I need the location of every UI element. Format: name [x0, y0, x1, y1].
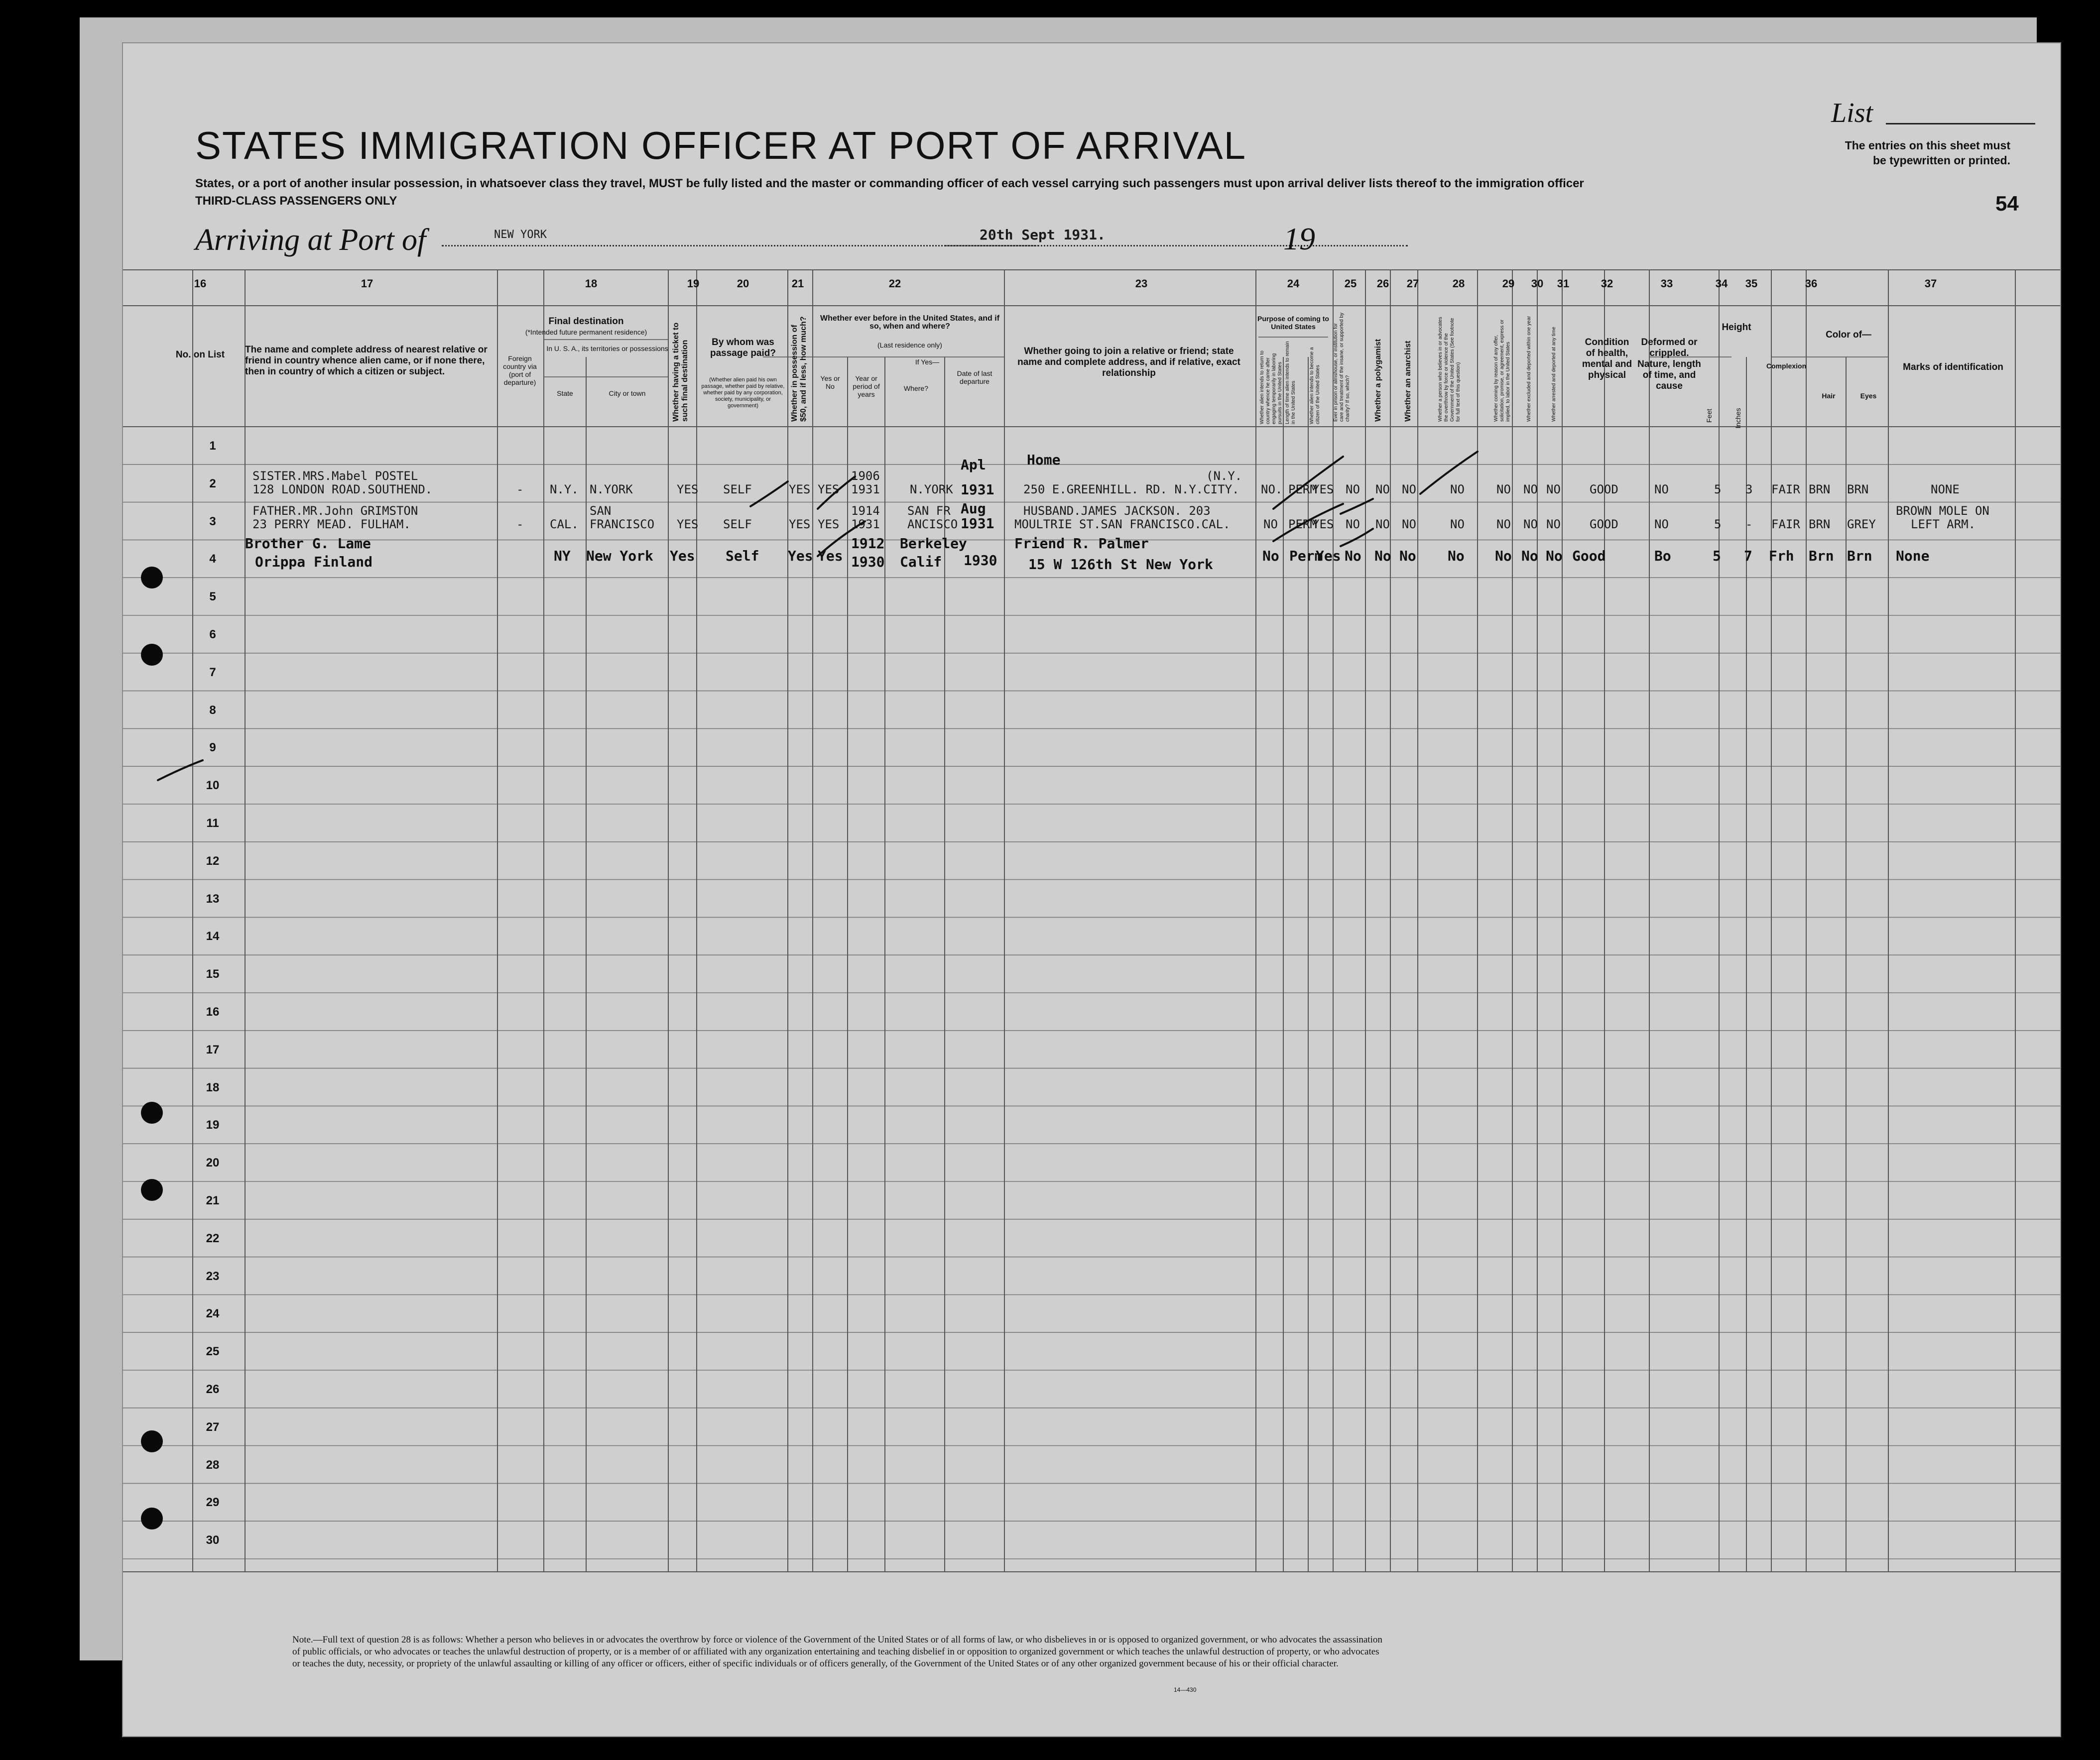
sheet-number: 54 [1995, 192, 2019, 215]
header-purpose-a: Whether alien intends to return to country whence he came after engaging temporarily in laboring pursuits in the United States [1259, 351, 1283, 424]
row3-city: New York [586, 548, 653, 564]
row1-q29: NO [1496, 482, 1511, 496]
row1-joining-2: 250 E.GREENHILL. RD. N.Y.CITY. [1023, 482, 1239, 496]
row1-complexion: FAIR [1771, 482, 1800, 496]
row2-deformed: NO [1654, 517, 1669, 531]
header-q31: Whether arrested and deported at any time [1551, 327, 1557, 422]
col-num-18: 18 [585, 277, 598, 290]
class-line: THIRD-CLASS PASSENGERS ONLY [195, 194, 397, 208]
row-number: 6 [209, 628, 216, 641]
row2-purpose-b: PERM [1288, 517, 1317, 531]
arriving-label: Arriving at Port of [195, 223, 426, 257]
row2-q30: NO [1523, 517, 1538, 531]
manifest-page [122, 42, 2061, 1737]
row2-departure-1: Aug [961, 500, 986, 517]
row2-ticket: YES [677, 517, 699, 531]
row1-relative-line1: SISTER.MRS.Mabel POSTEL [252, 469, 418, 483]
header-foreign-country: Foreign country via (port of departure) [503, 354, 537, 386]
check-mark [1341, 529, 1373, 546]
row3-polygamist: No [1374, 548, 1391, 564]
footnote: Note.—Full text of question 28 is as follows: Whether a person who believes in or advocates the overthrow by force or violence of the Government of the United States or of all forms of law, or who disbelieves in or is opposed to organized government, or who advocates the assassination of public officials, or who advocates or teaches the unlawful destruction of property, or is a member of or affiliated with any organization entertaining and teaching disbelief in or opposition to organized government or which teaches the unlawful destruction of property, or who advocates or teaches the duty, necessity, or propriety of the unlawful assaulting or killing of any officer or officers, either of specific individuals or of officers generally, of the Government of the United States or of any other organized government because of his or their official character. [292, 1635, 1382, 1669]
row2-inches: - [1745, 517, 1753, 531]
header-color-of: Color of— [1826, 330, 1871, 340]
row3-q30: No [1521, 548, 1538, 564]
row3-eyes: Brn [1847, 548, 1872, 564]
row-number: 2 [209, 476, 216, 490]
row2-fifty: YES [789, 517, 811, 531]
row3-condition: Good [1572, 548, 1606, 564]
header-polygamist: Whether a polygamist [1374, 339, 1382, 422]
header-marks: Marks of identification [1903, 362, 2003, 372]
row1-before: YES [818, 482, 840, 496]
header-where: Where? [903, 384, 929, 392]
row3-hair: Brn [1809, 548, 1834, 564]
row3-before: Yes [818, 548, 843, 564]
row-number: 30 [206, 1533, 220, 1547]
row3-q31: No [1546, 548, 1563, 564]
col-num-29: 29 [1502, 277, 1515, 290]
row-number: 4 [209, 552, 216, 566]
col-num-25: 25 [1344, 277, 1357, 290]
header-if-yes: If Yes— [915, 358, 940, 366]
row3-feet: 5 [1713, 548, 1721, 564]
header-in-usa: In U. S. A., its territories or possessions [546, 345, 668, 352]
row2-relative-line1: FATHER.MR.John GRIMSTON [252, 504, 418, 518]
col-num-34: 34 [1715, 277, 1728, 290]
instructions: States, or a port of another insular possession, in whatsoever class they travel, MUST be fully listed and the master or commanding officer of each vessel carrying such passengers must upon arrival deliver lists thereof to the immigration officer [195, 177, 1584, 190]
row1-feet: 5 [1714, 482, 1722, 496]
check-mark [818, 476, 855, 509]
row-number: 16 [206, 1005, 220, 1019]
row-number: 27 [206, 1420, 220, 1434]
row2-anarchist: NO [1402, 517, 1416, 531]
row1-q28: NO [1450, 482, 1465, 496]
col-num-30: 30 [1531, 277, 1544, 290]
row2-polygamist: NO [1375, 517, 1390, 531]
date-value: 20th Sept 1931. [980, 227, 1106, 243]
header-year-period: Year or period of years [853, 374, 880, 398]
row3-prison: No [1345, 548, 1361, 564]
port-value: NEW YORK [494, 229, 547, 241]
check-mark [818, 521, 865, 556]
header-joining: Whether going to join a relative or friend; state name and complete address, and if relative, exact relationship [1017, 346, 1240, 378]
row3-fifty: Yes [788, 548, 813, 564]
header-by-whom-sub: (Whether alien paid his own passage, whether paid by relative, whether paid by any corporation, society, municipality, or government) [701, 377, 785, 409]
check-mark [1341, 499, 1373, 514]
row1-marks: NONE [1931, 482, 1960, 496]
row-number: 3 [209, 514, 216, 528]
row3-anarchist: No [1399, 548, 1416, 564]
header-final-destination-sub: (*Intended future permanent residence) [525, 328, 647, 336]
header-feet: Feet [1705, 409, 1713, 423]
row3-ticket: Yes [670, 548, 695, 564]
row3-q29: No [1495, 548, 1512, 564]
binder-hole [141, 1508, 163, 1529]
row1-foreign: - [516, 482, 524, 496]
row3-deformed: Bo [1654, 548, 1671, 564]
header-possession-50: Whether in possession of $50, and if less, how much? [790, 316, 808, 422]
row1-relative-line2: 128 LONDON ROAD.SOUTHEND. [252, 482, 433, 496]
row2-complexion: FAIR [1771, 517, 1800, 531]
row-number: 25 [206, 1345, 220, 1359]
row-number: 26 [206, 1383, 220, 1396]
row2-marks-1: BROWN MOLE ON [1896, 504, 1989, 518]
col-num-21: 21 [791, 277, 804, 290]
row-number: 23 [206, 1269, 220, 1283]
row-number: 24 [206, 1307, 220, 1321]
check-mark [158, 760, 203, 780]
col-num-24: 24 [1287, 277, 1300, 290]
row2-marks-2: LEFT ARM. [1911, 517, 1976, 531]
row2-purpose-c: YES [1312, 517, 1334, 531]
check-mark [750, 481, 788, 506]
row1-inches: 3 [1745, 482, 1753, 496]
check-mark [1420, 452, 1478, 494]
col-num-16: 16 [194, 277, 207, 290]
entries-note-line-2: be typewritten or printed. [1872, 154, 2010, 167]
row-number: 1 [209, 439, 216, 453]
row-number: 29 [206, 1496, 220, 1510]
binder-hole [141, 644, 163, 666]
row1-anarchist: NO [1402, 482, 1416, 496]
list-label: List [1831, 98, 1873, 128]
col-num-17: 17 [361, 277, 373, 290]
row1-purpose-c: YES [1312, 482, 1334, 496]
header-q30: Whether excluded and deported within one year [1526, 316, 1532, 422]
check-mark [1273, 504, 1343, 541]
header-purpose: Purpose of coming to United States [1257, 315, 1329, 331]
handwritten-check-marks [123, 43, 2060, 1736]
row-number: 14 [206, 930, 220, 943]
row-number: 8 [209, 703, 216, 717]
row2-before: YES [818, 517, 840, 531]
year-prefix: 19 [1283, 221, 1315, 256]
row1-condition: GOOD [1590, 482, 1618, 496]
row-number: 9 [209, 741, 216, 755]
header-before-us-sub: (Last residence only) [877, 341, 942, 349]
row3-paid-by: Self [726, 548, 759, 564]
row-number: 17 [206, 1043, 220, 1056]
row1-where: N.YORK [910, 482, 953, 496]
col-num-33: 33 [1660, 277, 1673, 290]
row3-years-1: 1912 [851, 535, 885, 552]
row2-paid-by: SELF [723, 517, 752, 531]
row3-marks: None [1896, 548, 1930, 564]
row1-q31: NO [1546, 482, 1561, 496]
col-num-26: 26 [1376, 277, 1389, 290]
header-city: City or town [609, 389, 646, 397]
row-number: 18 [206, 1080, 220, 1094]
header-eyes: Eyes [1860, 392, 1877, 400]
header-state: State [557, 389, 573, 397]
row2-hair: BRN [1809, 517, 1831, 531]
header-condition: Condition of health, mental and physical [1582, 337, 1632, 380]
col-num-36: 36 [1805, 277, 1818, 290]
row2-departure-2: 1931 [961, 515, 994, 532]
header-before-us: Whether ever before in the United States, and if so, when and where? [820, 314, 1000, 331]
row1-fifty: YES [789, 482, 811, 496]
page-title: STATES IMMIGRATION OFFICER AT PORT OF ARRIVAL [195, 123, 1247, 167]
header-q29: Whether coming by reason of any offer, solicitation, promise, or agreement, express or implied, to labor in the United States [1493, 319, 1511, 422]
row2-prison: NO [1346, 517, 1360, 531]
row3-purpose-a: No [1262, 548, 1279, 564]
row1-departure-2: 1931 [961, 481, 994, 498]
row1-state: N.Y. [550, 482, 579, 496]
col-num-22: 22 [888, 277, 901, 290]
row2-feet: 5 [1714, 517, 1722, 531]
col-num-23: 23 [1135, 277, 1148, 290]
row1-years-2: 1931 [851, 482, 880, 496]
header-hair: Hair [1822, 392, 1836, 400]
row3-state: NY [554, 548, 571, 564]
col-num-37: 37 [1924, 277, 1937, 290]
row2-eyes: GREY [1847, 517, 1876, 531]
row2-relative-line2: 23 PERRY MEAD. FULHAM. [252, 517, 411, 531]
header-ticket: Whether having a ticket to such final destination [672, 322, 689, 422]
row-number: 15 [206, 967, 220, 981]
row3-joining-1: Friend R. Palmer [1014, 535, 1149, 552]
row3-departure: 1930 [964, 552, 997, 569]
row2-years-1: 1914 [851, 504, 880, 518]
check-mark [1273, 457, 1343, 509]
row1-polygamist: NO [1375, 482, 1390, 496]
row1-hair: BRN [1809, 482, 1831, 496]
row2-purpose-a: NO [1263, 517, 1278, 531]
row2-condition: GOOD [1590, 517, 1618, 531]
row3-inches: 7 [1744, 548, 1752, 564]
col-num-28: 28 [1452, 277, 1465, 290]
row2-joining-1: HUSBAND.JAMES JACKSON. 203 [1023, 504, 1211, 518]
col-num-31: 31 [1557, 277, 1570, 290]
row1-deformed: NO [1654, 482, 1669, 496]
row-number: 11 [206, 817, 219, 830]
header-yes-no: Yes or No [820, 374, 840, 390]
row2-state: CAL. [550, 517, 579, 531]
row-number: 13 [206, 892, 220, 906]
row2-city-1: SAN [590, 504, 612, 518]
row1-eyes: BRN [1847, 482, 1869, 496]
row1-purpose-b: PERM [1288, 482, 1317, 496]
row2-where-1: SAN FR [907, 504, 951, 518]
col-num-20: 20 [737, 277, 749, 290]
row1-city: N.YORK [590, 482, 633, 496]
header-final-destination: Final destination [548, 316, 624, 327]
row1-purpose-a: NO. [1261, 482, 1283, 496]
row3-relative-line2: Orippa Finland [255, 554, 373, 570]
header-height: Height [1722, 322, 1751, 333]
col-num-35: 35 [1745, 277, 1758, 290]
row2-q31: NO [1546, 517, 1561, 531]
entries-note-line-1: The entries on this sheet must [1845, 139, 2010, 152]
binder-hole [141, 567, 163, 588]
header-relative-abroad: The name and complete address of nearest relative or friend in country whence alien came, or if none there, then in country of which a citizen or subject. [245, 345, 488, 377]
row3-years-2: 1930 [851, 554, 885, 570]
header-deformed: Deformed or crippled. Nature, length of time, and cause [1637, 337, 1701, 391]
row2-q28: NO [1450, 517, 1465, 531]
form-code: 14—430 [1174, 1686, 1197, 1693]
col-num-19: 19 [687, 277, 700, 290]
header-anarchist: Whether an anarchist [1404, 341, 1412, 422]
row-number: 20 [206, 1156, 220, 1170]
header-by-whom: By whom was passage paid? [710, 337, 776, 358]
header-date-departure: Date of last departure [957, 369, 992, 385]
row-number: 12 [206, 854, 220, 868]
row1-ticket: YES [677, 482, 699, 496]
row3-relative-line1: Brother G. Lame [245, 535, 371, 552]
row3-joining-2: 15 W 126th St New York [1028, 556, 1213, 573]
row2-years-2: 1931 [851, 517, 880, 531]
header-complexion: Complexion [1766, 362, 1807, 370]
row1-prison: NO [1346, 482, 1360, 496]
row2-city-2: FRANCISCO [590, 517, 655, 531]
binder-hole [141, 1430, 163, 1452]
row1-years-1: 1906 [851, 469, 880, 483]
row-number: 5 [209, 590, 216, 604]
row-number: 10 [206, 779, 220, 793]
row-number: 21 [206, 1194, 220, 1207]
row3-where-2: Calif [900, 554, 942, 570]
row-number: 7 [209, 665, 216, 679]
col-num-32: 32 [1601, 277, 1613, 290]
row3-where-1: Berkeley [900, 535, 967, 552]
header-purpose-c: Whether alien intends to become a citizen of the United States [1309, 347, 1321, 424]
row-number: 28 [206, 1458, 220, 1472]
header-prison: Ever in prison or almshouse, or institution for care and treatment of the insane, or supported by charity? If so, which? [1333, 312, 1351, 422]
binder-hole [141, 1102, 163, 1124]
row1-q30: NO [1523, 482, 1538, 496]
row2-where-2: ANCISCO [907, 517, 958, 531]
header-purpose-b: Length of time alien intends to remain in the United States [1285, 341, 1296, 424]
header-q28: Whether a person who believes in or advocates the overthrow by force or violence of the Government of the United States (See footnote for full text of this question) [1438, 317, 1461, 422]
row1-paid-by: SELF [723, 482, 752, 496]
row3-q28: No [1448, 548, 1465, 564]
row3-complexion: Frh [1769, 548, 1794, 564]
row-number: 22 [206, 1231, 220, 1245]
row3-purpose-c: Yes [1316, 548, 1341, 564]
row-number: 19 [206, 1118, 220, 1132]
row3-purpose-b: Perm [1289, 548, 1323, 564]
binder-hole [141, 1179, 163, 1201]
row2-joining-2: MOULTRIE ST.SAN FRANCISCO.CAL. [1014, 517, 1231, 531]
header-no-on-list: No. on List [175, 350, 225, 360]
row1-departure-1: Apl [961, 457, 986, 473]
row2-foreign: - [516, 517, 524, 531]
col-num-27: 27 [1406, 277, 1419, 290]
row2-q29: NO [1496, 517, 1511, 531]
header-inches: Inches [1734, 408, 1742, 429]
row1-joining-3: (N.Y. [1206, 469, 1242, 483]
row1-joining-1: Home [1027, 452, 1061, 468]
